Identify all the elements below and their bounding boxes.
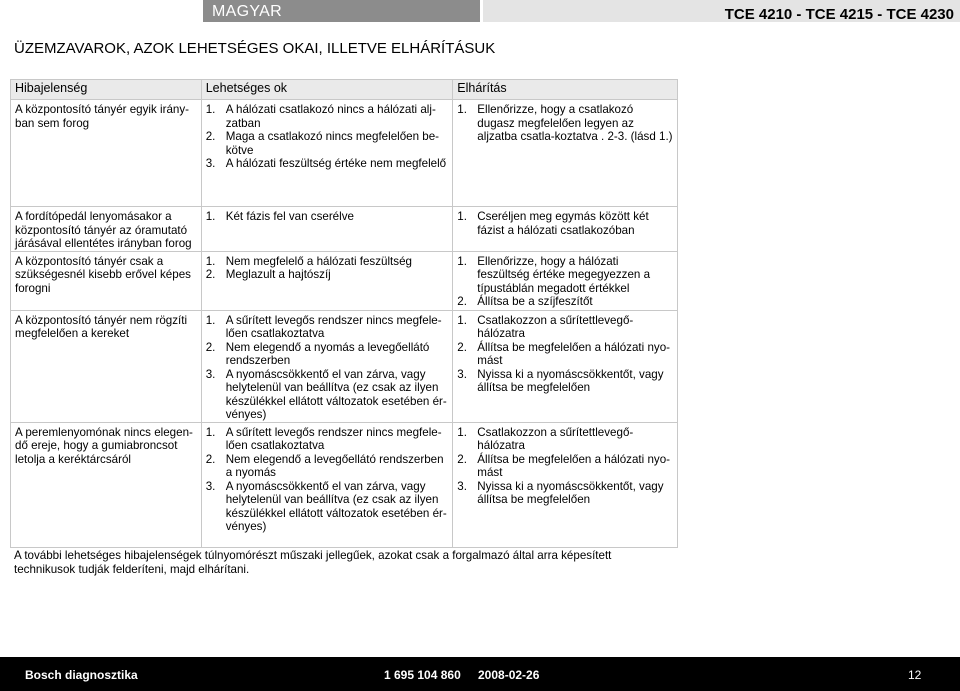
list-item-number: 1. <box>457 210 467 223</box>
column-header-cause: Lehetséges ok <box>201 80 453 100</box>
list-item-text: A sűrített levegős rendszer nincs megfele-lően csatlakoztatva <box>225 313 442 340</box>
list-item <box>206 210 449 224</box>
column-header-remedy: Elhárítás <box>453 80 678 100</box>
list-item-text: Nem megfelelő a hálózati feszültség <box>225 254 412 268</box>
remedy-cell <box>453 251 678 310</box>
list-item <box>457 480 673 507</box>
list-item-text: Csatlakozzon a sűrítettlevegő-hálózatra <box>477 313 634 340</box>
list-item-number: 3. <box>457 367 467 381</box>
cause-cell <box>201 207 453 252</box>
list-item-number: 3. <box>205 367 216 381</box>
table-row <box>11 100 678 207</box>
footer-doc-number: 1 695 104 860 <box>384 668 461 682</box>
list-item-text: A hálózati csatlakozó nincs a hálózati alj-zatban <box>225 103 436 130</box>
footnote: A további lehetséges hibajelenségek túlnyomórészt műszaki jellegűek, azokat csak a forgalmazó által arra képesített technikusok tudják felderíteni, majd elhárítani. <box>14 549 612 576</box>
cause-cell <box>201 251 453 310</box>
list-item-text: Csatlakozzon a sűrítettlevegő-hálózatra <box>477 425 634 452</box>
footer-page-number: 12 <box>908 668 922 682</box>
list-item-text: Maga a csatlakozó nincs megfelelően be-kötve <box>225 130 440 157</box>
remedy-list <box>457 255 673 309</box>
list-item <box>457 341 673 368</box>
list-item <box>206 480 449 534</box>
list-item-text: Ellenőrizze, hogy a csatlakozó dugasz megfelelően legyen az aljzatba csatla-koztatva . 2-3. (lásd 1.) <box>477 103 673 143</box>
language-header <box>203 0 480 22</box>
remedy-cell <box>453 310 678 422</box>
table-row <box>11 422 678 547</box>
list-item <box>457 103 673 144</box>
list-item-text: Két fázis fel van cserélve <box>225 210 354 223</box>
column-header-symptom: Hibajelenség <box>11 80 202 100</box>
list-item <box>206 255 449 269</box>
list-item-number: 2. <box>457 295 467 308</box>
section-title: ÜZEMZAVAROK, AZOK LEHETSÉGES OKAI, ILLETVE ELHÁRÍTÁSUK <box>14 40 496 57</box>
list-item <box>206 130 449 157</box>
model-header <box>483 0 960 22</box>
list-item-text: A sűrített levegős rendszer nincs megfele-lően csatlakoztatva <box>225 425 442 452</box>
list-item <box>457 453 673 480</box>
list-item-text: Nem elegendő a levegőellátó rendszerben a nyomás <box>225 452 444 479</box>
list-item <box>206 453 449 480</box>
list-item <box>457 314 673 341</box>
list-item <box>206 368 449 422</box>
list-item <box>457 210 673 237</box>
remedy-list <box>457 426 673 507</box>
table-header-row <box>11 80 678 100</box>
page-footer <box>0 657 960 691</box>
list-item <box>206 314 449 341</box>
list-item <box>206 341 449 368</box>
list-item-number: 2. <box>457 340 467 354</box>
list-item-text: Nem elegendő a nyomás a levegőellátó rendszerben <box>225 340 430 367</box>
list-item-text: Nyissa ki a nyomáscsökkentőt, vagy állítsa be megfelelően <box>477 367 664 394</box>
remedy-cell <box>453 422 678 547</box>
list-item-number: 1. <box>205 210 216 223</box>
language-label: MAGYAR <box>212 3 282 20</box>
remedy-cell <box>453 100 678 207</box>
footer-brand: Bosch diagnosztika <box>25 668 138 682</box>
list-item-number: 1. <box>457 254 467 268</box>
list-item-text: Állítsa be megfelelően a hálózati nyo-mást <box>477 340 670 367</box>
table-row <box>11 310 678 422</box>
list-item-number: 1. <box>205 425 216 439</box>
symptom-cell: A központosító tányér nem rögzíti megfelelően a kereket <box>11 310 202 422</box>
list-item <box>206 103 449 130</box>
cause-list <box>206 314 449 422</box>
symptom-cell: A központosító tányér egyik irány-ban sem forog <box>11 100 202 207</box>
cause-list <box>206 255 449 282</box>
cause-list <box>206 210 449 224</box>
list-item-number: 3. <box>205 479 216 493</box>
cause-cell <box>201 100 453 207</box>
list-item-text: A nyomáscsökkentő el van zárva, vagy helytelenül van beállítva (ez csak az ilyen készülékkel ellátott változatok esetében ér-vényes) <box>225 367 447 421</box>
list-item <box>206 426 449 453</box>
remedy-list <box>457 210 673 237</box>
list-item-number: 1. <box>457 103 467 116</box>
list-item <box>457 255 673 296</box>
list-item <box>206 157 449 171</box>
list-item-text: Nyissa ki a nyomáscsökkentőt, vagy állítsa be megfelelően <box>477 479 664 506</box>
list-item-text: Meglazult a hajtószíj <box>225 268 331 281</box>
list-item-number: 1. <box>457 313 467 327</box>
remedy-list <box>457 314 673 395</box>
table-row <box>11 207 678 252</box>
list-item-number: 2. <box>205 452 216 466</box>
list-item <box>457 295 673 309</box>
list-item-number: 2. <box>205 268 216 281</box>
cause-cell <box>201 310 453 422</box>
list-item-number: 2. <box>205 340 216 354</box>
list-item-text: A nyomáscsökkentő el van zárva, vagy helytelenül van beállítva (ez csak az ilyen készülékkel ellátott változatok esetében ér-vényes) <box>225 479 447 533</box>
list-item-number: 3. <box>205 157 216 170</box>
list-item-number: 2. <box>205 130 216 143</box>
list-item <box>457 368 673 395</box>
table-row <box>11 251 678 310</box>
list-item-number: 1. <box>205 103 216 116</box>
list-item-text: Cseréljen meg egymás között két fázist a hálózati csatlakozóban <box>477 210 649 237</box>
list-item-text: Ellenőrizze, hogy a hálózati feszültség értéke megegyezzen a típustáblán megadott értékkel <box>477 254 651 295</box>
list-item-number: 1. <box>205 313 216 327</box>
list-item-number: 2. <box>457 452 467 466</box>
symptom-cell: A fordítópedál lenyomásakor a központosító tányér az óramutató járásával ellentétes irányban forog <box>11 207 202 252</box>
list-item-number: 1. <box>205 254 216 268</box>
troubleshooting-table <box>10 79 678 548</box>
symptom-cell: A központosító tányér csak a szükségesnél kisebb erővel képes forogni <box>11 251 202 310</box>
remedy-list <box>457 103 673 144</box>
symptom-cell: A peremlenyomónak nincs elegen-dő ereje, hogy a gumiabroncsot letolja a keréktárcsáról <box>11 422 202 547</box>
remedy-cell <box>453 207 678 252</box>
list-item-number: 3. <box>457 479 467 493</box>
list-item-text: Állítsa be a szíjfeszítőt <box>477 295 593 308</box>
cause-list <box>206 426 449 534</box>
footer-date: 2008-02-26 <box>478 668 540 682</box>
list-item <box>457 426 673 453</box>
list-item-text: Állítsa be megfelelően a hálózati nyo-mást <box>477 452 670 479</box>
list-item-number: 1. <box>457 425 467 439</box>
cause-list <box>206 103 449 171</box>
list-item-text: A hálózati feszültség értéke nem megfelelő <box>225 157 447 170</box>
list-item <box>206 268 449 282</box>
model-numbers: TCE 4210 - TCE 4215 - TCE 4230 <box>724 6 954 23</box>
cause-cell <box>201 422 453 547</box>
